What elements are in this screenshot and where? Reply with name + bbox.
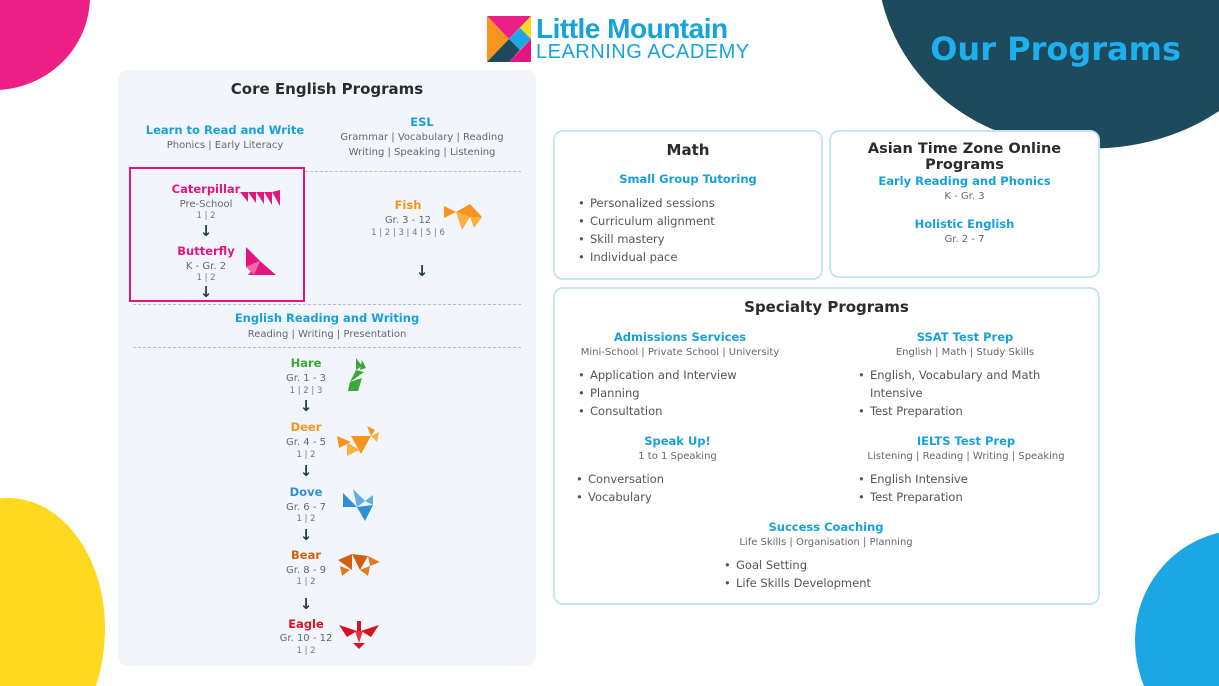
arrow-down-icon: ↓ [199, 283, 213, 301]
list-item-line: English, Vocabulary and Math [870, 368, 1041, 382]
dove-icon [343, 489, 375, 521]
dove-levels: 1 | 2 [296, 514, 316, 524]
dove-name: Dove [289, 485, 323, 499]
deer-name: Deer [290, 420, 322, 434]
caterpillar-name: Caterpillar [171, 182, 241, 196]
asian-program2-title: Holistic English [914, 217, 1015, 231]
list-item: • Conversation [576, 470, 776, 488]
learn-read-write-subtitle: Phonics | Early Literacy [166, 140, 284, 151]
list-item: • English Intensive [858, 470, 1058, 488]
list-item: • Test Preparation [858, 402, 1078, 420]
bear-name: Bear [291, 548, 321, 562]
core-english-title: Core English Programs [230, 80, 424, 98]
list-item: • Curriculum alignment [578, 212, 808, 230]
ssat-list [858, 366, 1078, 420]
ielts-title: IELTS Test Prep [916, 434, 1016, 448]
deer-icon [337, 426, 381, 456]
list-item: • Planning [578, 384, 798, 402]
butterfly-name: Butterfly [177, 244, 235, 258]
erw-subtitle: Reading | Writing | Presentation [247, 329, 407, 340]
admissions-subtitle: Mini-School | Private School | University [580, 347, 780, 358]
divider [133, 304, 521, 305]
fish-icon [444, 204, 482, 230]
list-item: • Application and Interview [578, 366, 798, 384]
arrow-down-icon: ↓ [299, 462, 313, 480]
ielts-list [858, 470, 1058, 506]
coaching-subtitle: Life Skills | Organisation | Planning [739, 537, 913, 548]
admissions-list [578, 366, 798, 420]
list-item: • Test Preparation [858, 488, 1058, 506]
asian-program1-title: Early Reading and Phonics [878, 174, 1051, 188]
butterfly-icon [242, 247, 278, 279]
arrow-down-icon: ↓ [299, 595, 313, 613]
asian-title: Asian Time Zone Online Programs [867, 141, 1062, 173]
list-item [858, 366, 1078, 402]
list-item-line: Intensive [870, 386, 923, 400]
speak-up-list [576, 470, 776, 506]
math-list [578, 194, 808, 266]
eagle-levels: 1 | 2 [296, 646, 316, 656]
fish-levels: 1 | 2 | 3 | 4 | 5 | 6 [371, 228, 445, 238]
tangram-logo-icon [487, 16, 531, 62]
hare-levels: 1 | 2 | 3 [289, 386, 323, 396]
arrow-down-icon: ↓ [299, 397, 313, 415]
fish-name: Fish [394, 198, 422, 212]
esl-title: ESL [410, 115, 434, 129]
butterfly-levels: 1 | 2 [196, 273, 216, 283]
decorative-blob-yellow [0, 498, 105, 686]
logo-name: Little Mountain [536, 13, 728, 44]
bear-icon [338, 552, 380, 576]
butterfly-grade: K - Gr. 2 [185, 261, 227, 272]
deer-levels: 1 | 2 [296, 450, 316, 460]
fish-grade: Gr. 3 - 12 [384, 215, 432, 226]
erw-title: English Reading and Writing [234, 311, 420, 325]
speak-up-subtitle: 1 to 1 Speaking [638, 451, 717, 462]
caterpillar-levels: 1 | 2 [196, 211, 216, 221]
learn-read-write-title: Learn to Read and Write [145, 123, 305, 137]
list-item: • Vocabulary [576, 488, 776, 506]
asian-program1-grade: K - Gr. 3 [944, 191, 985, 202]
caterpillar-icon [240, 190, 282, 208]
hare-icon [344, 358, 368, 392]
arrow-down-icon: ↓ [299, 526, 313, 544]
list-item: • Goal Setting [724, 556, 924, 574]
asian-program2-grade: Gr. 2 - 7 [944, 234, 985, 245]
page-title: Our Programs [930, 30, 1181, 68]
ielts-subtitle: Listening | Reading | Writing | Speaking [867, 451, 1065, 462]
ssat-subtitle: English | Math | Study Skills [895, 347, 1035, 358]
caterpillar-grade: Pre-School [179, 199, 233, 210]
coaching-list [724, 556, 924, 592]
list-item: • Individual pace [578, 248, 808, 266]
speak-up-title: Speak Up! [644, 434, 711, 448]
logo-tagline: LEARNING ACADEMY [536, 41, 750, 63]
math-title: Math [666, 141, 710, 159]
arrow-down-icon: ↓ [199, 222, 213, 240]
bear-grade: Gr. 8 - 9 [286, 565, 326, 576]
list-item: • Consultation [578, 402, 798, 420]
hare-grade: Gr. 1 - 3 [286, 373, 326, 384]
list-item: • Skill mastery [578, 230, 808, 248]
deer-grade: Gr. 4 - 5 [286, 437, 326, 448]
hare-name: Hare [290, 356, 322, 370]
decorative-blob-blue [1135, 530, 1219, 686]
specialty-title: Specialty Programs [744, 298, 909, 316]
decorative-blob-pink [0, 0, 90, 90]
divider [133, 347, 521, 348]
esl-line1: Grammar | Vocabulary | Reading [340, 132, 504, 143]
logo [487, 13, 750, 63]
esl-line2: Writing | Speaking | Listening [348, 147, 496, 158]
coaching-title: Success Coaching [768, 520, 884, 534]
bear-levels: 1 | 2 [296, 577, 316, 587]
list-item: • Personalized sessions [578, 194, 808, 212]
math-subtitle: Small Group Tutoring [619, 172, 757, 186]
admissions-title: Admissions Services [613, 330, 747, 344]
dove-grade: Gr. 6 - 7 [286, 502, 326, 513]
list-item: • Life Skills Development [724, 574, 924, 592]
divider [305, 171, 521, 172]
ssat-title: SSAT Test Prep [916, 330, 1014, 344]
eagle-icon [339, 619, 379, 649]
eagle-name: Eagle [288, 617, 324, 631]
eagle-grade: Gr. 10 - 12 [279, 633, 333, 644]
arrow-down-icon: ↓ [415, 262, 429, 280]
